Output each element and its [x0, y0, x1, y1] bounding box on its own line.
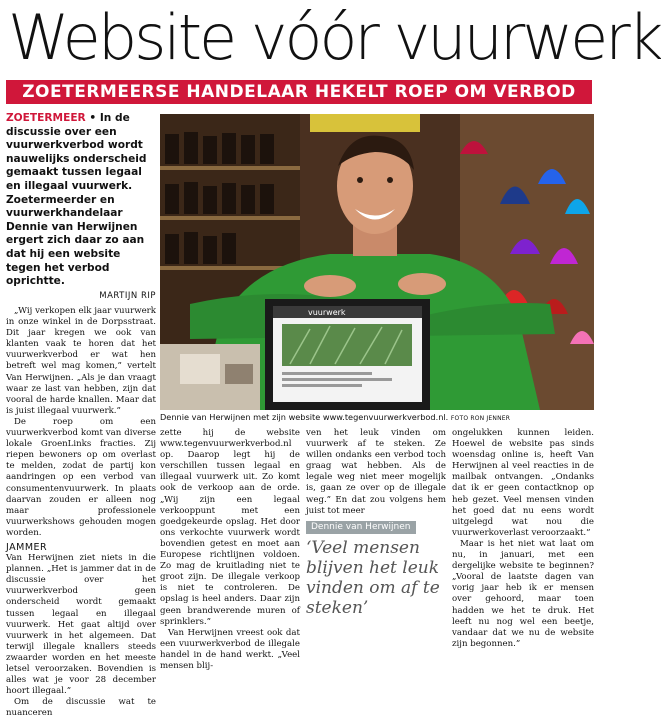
- paragraph: Om de discussie wat te nuanceren: [6, 697, 156, 719]
- subheadline-bar: ZOETERMEERSE HANDELAAR HEKELT ROEP OM VERBOD: [6, 80, 592, 104]
- column-3: [306, 428, 446, 618]
- subheading: JAMMER: [6, 541, 48, 553]
- caption-text: Dennie van Herwijnen met zijn website www.tegenvuurwerkverbod.nl.: [160, 412, 449, 422]
- lead-text: • In de discussie over een vuurwerkverbod wordt nauwelijks onderscheid gemaakt tussen legaal en illegaal vuurwerk. Zoetermeerder en vuurwerkhandelaar Dennie van Herwijnen ergert zich daar zo aan dat hij een website tegen het verbod oprichtte.: [6, 112, 147, 288]
- paragraph: ven het leuk vinden om vuurwerk af te steken. Ze willen ondanks een verbod toch graag wat hebben. Als de legale weg niet meer mogelijk is, gaan ze over op de illegale weg.” En dat zou volgens hem juist tot meer: [306, 428, 446, 516]
- headline: Website vóór vuurwerk: [8, 1, 661, 74]
- byline: MARTIJN RIP: [99, 291, 156, 301]
- photo-credit: FOTO RON JENNER: [450, 415, 511, 422]
- paragraph: Maar is het niet wat laat om nu, in januari, met een dergelijke website te beginnen? „Vooral de laatste dagen van vorig jaar heb ik er mensen over gehoord, maar toen hadden we het te druk. Het leeft nu nog wel een beetje, vandaar dat we nu de website zijn begonnen.”: [452, 538, 594, 649]
- paragraph: Van Herwijnen ziet niets in die plannen. „Het is jammer dat in de discussie over het vuurwerkverbod geen onderscheid wordt gemaakt tussen legaal en illegaal vuurwerk. Het gaat altijd over vuurwerk in het algemeen. Dat terwijl illegale knallers steeds zwaarder worden en het meeste letsel veroorzaken. Bovendien is alles wat je voor 28 december hoort illegaal.”: [6, 553, 156, 697]
- paragraph: „Wij verkopen elk jaar vuurwerk in onze winkel in de Dorpsstraat. Dit jaar kregen we ook van klanten vaak te horen dat het vuurwerkverbod er wat hen betreft wel mag komen,” vertelt Van Herwijnen. „Als je dan vraagt waar ze last van hebben, zijn dat vooral de harde knallen. Maar dat is juist illegaal vuurwerk.”: [6, 306, 156, 416]
- paragraph: De roep om een vuurwerkverbod komt van diverse lokale GroenLinks fracties. Zij riepen bewoners op om overlast te melden, zodat de partij kon aandringen op een verbod van consumentenvuurwerk. In plaats daarvan zouden er alleen nog maar professionele vuurwerkshows gehouden mogen worden.: [6, 416, 156, 538]
- paragraph: zette hij de website www.tegenvuurwerkverbod.nl op. Daarop legt hij de verschillen tussen legaal en illegaal vuurwerk uit. Zo komt ook de verkoop aan de orde. „Wij zijn een legaal verkooppunt met een goedgekeurde opslag. Het door ons verkochte vuurwerk wordt bovendien getest en moet aan Europese richtlijnen voldoen. Zo mag de kruitlading niet te groot zijn. De illegale verkoop is niet te controleren. De opslag is heel anders. Daar zijn geen brandwerende muren of sprinklers.”: [160, 428, 300, 627]
- paragraph: Van Herwijnen vreest ook dat een vuurwerkverbod de illegale handel in de hand werkt. „Veel mensen blij-: [160, 627, 300, 671]
- column-1: [6, 306, 156, 719]
- column-2: [160, 428, 300, 672]
- laptop-screen-text: vuurwerk: [308, 308, 346, 317]
- quote-attribution: Dennie van Herwijnen: [306, 521, 416, 534]
- photo-illustration: [160, 114, 594, 410]
- lead-paragraph: [6, 112, 156, 289]
- pull-quote: ‘Veel mensen blijven het leuk vinden om af te steken’: [306, 537, 440, 618]
- column-4: [452, 428, 594, 650]
- paragraph: ongelukken kunnen leiden. Hoewel de website pas sinds woensdag online is, heeft Van Herwijnen al veel reacties in de mailbak ontvangen. „Ondanks dat ik er geen contactknop op heb gezet. Veel mensen vinden het goed dat nu eens wordt uitgelegd wat nou die vuurwerkoverlast veroorzaakt.”: [452, 428, 594, 538]
- dateline: ZOETERMEER: [6, 112, 86, 124]
- photo-caption: [160, 412, 594, 424]
- article-photo: [160, 114, 594, 410]
